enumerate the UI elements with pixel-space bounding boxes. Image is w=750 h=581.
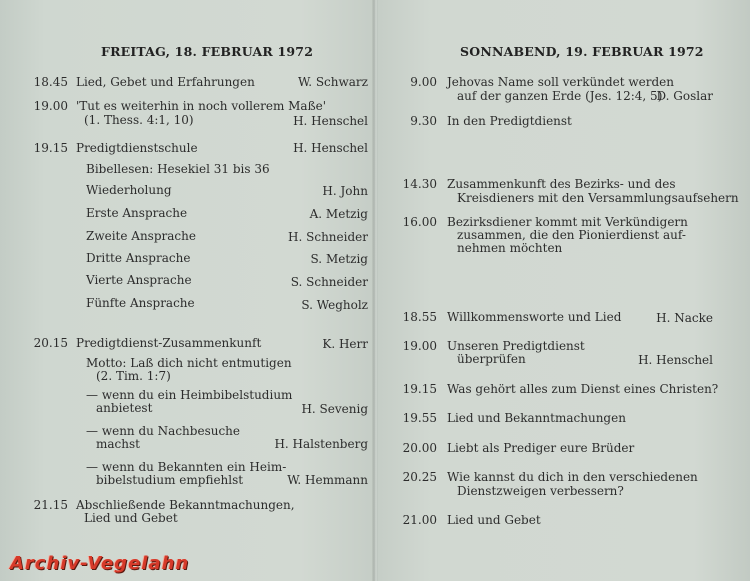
speaker-sevenig: H. Sevenig <box>301 402 368 416</box>
time-2115: 21.15 <box>33 498 68 512</box>
item-bibellesen: Bibellesen: Hesekiel 31 bis 36 <box>86 162 270 176</box>
speaker-nacke: H. Nacke <box>656 311 713 325</box>
item-zweite-ansprache: Zweite Ansprache <box>86 229 196 243</box>
item-liebt-als-prediger: Liebt als Prediger eure Brüder <box>447 441 635 455</box>
time-1430: 14.30 <box>402 177 437 191</box>
time-1915: 19.15 <box>33 141 68 155</box>
time-930: 9.30 <box>410 114 437 128</box>
item-heimbibelstudium-2: anbietest <box>96 401 153 415</box>
item-bezirksdiener-2: zusammen, die den Pionierdienst auf- <box>457 228 686 242</box>
speaker-schwarz: W. Schwarz <box>297 75 368 89</box>
item-predigtdienstschule: Predigtdienstschule <box>76 141 198 155</box>
item-tut-es-weiterhin-ref: (1. Thess. 4:1, 10) <box>84 113 194 127</box>
saturday-heading: SONNABEND, 19. FEBRUAR 1972 <box>460 44 704 59</box>
item-unseren-predigtdienst-2: überprüfen <box>457 352 526 366</box>
item-jehovas-name-2: auf der ganzen Erde (Jes. 12:4, 5) <box>457 89 663 103</box>
speaker-henschel-1: H. Henschel <box>293 114 368 128</box>
item-zusammenkunft-bezirks: Zusammenkunft des Bezirks- und des <box>447 177 676 191</box>
friday-heading: FREITAG, 18. FEBRUAR 1972 <box>101 44 314 59</box>
item-unseren-predigtdienst: Unseren Predigtdienst <box>447 339 585 353</box>
time-1900: 19.00 <box>402 339 437 353</box>
item-motto: Motto: Laß dich nicht entmutigen <box>86 356 292 370</box>
item-was-gehoert: Was gehört alles zum Dienst eines Christen? <box>447 382 719 396</box>
time-1600: 16.00 <box>402 215 437 229</box>
speaker-henschel-2: H. Henschel <box>293 141 368 155</box>
item-nachbesuche: — wenn du Nachbesuche <box>86 424 241 438</box>
time-2000: 20.00 <box>402 441 437 455</box>
time-2025: 20.25 <box>402 470 437 484</box>
time-1845: 18.45 <box>33 75 68 89</box>
item-nachbesuche-2: machst <box>96 437 140 451</box>
item-wie-kannst-du: Wie kannst du dich in den verschiedenen <box>447 470 698 484</box>
item-jehovas-name: Jehovas Name soll verkündet werden <box>447 75 674 89</box>
speaker-goslar: D. Goslar <box>656 89 713 103</box>
item-lied-gebet-erfahrungen: Lied, Gebet und Erfahrungen <box>76 75 255 89</box>
archive-watermark: Archiv-Vegelahn <box>10 553 190 574</box>
item-fuenfte-ansprache: Fünfte Ansprache <box>86 296 195 310</box>
time-1900: 19.00 <box>33 99 68 113</box>
item-in-den-predigtdienst: In den Predigtdienst <box>447 114 572 128</box>
time-1915: 19.15 <box>402 382 437 396</box>
time-900: 9.00 <box>410 75 437 89</box>
speaker-metzig-s: S. Metzig <box>310 252 368 266</box>
speaker-schneider-s: S. Schneider <box>290 275 368 289</box>
item-bekannten: — wenn du Bekannten ein Heim- <box>86 460 287 474</box>
right-page <box>375 0 750 581</box>
time-2015: 20.15 <box>33 336 68 350</box>
item-bezirksdiener-3: nehmen möchten <box>457 241 563 255</box>
item-wie-kannst-du-2: Dienstzweigen verbessern? <box>457 484 624 498</box>
item-bezirksdiener: Bezirksdiener kommt mit Verkündigern <box>447 215 688 229</box>
speaker-schneider-h: H. Schneider <box>288 230 368 244</box>
item-tut-es-weiterhin: 'Tut es weiterhin in noch vollerem Maße' <box>76 99 326 113</box>
item-abschliessende: Abschließende Bekanntmachungen, <box>76 498 295 512</box>
item-vierte-ansprache: Vierte Ansprache <box>86 273 192 287</box>
item-lied-und-gebet: Lied und Gebet <box>447 513 541 527</box>
speaker-john: H. John <box>322 184 368 198</box>
time-1955: 19.55 <box>402 411 437 425</box>
item-motto-ref: (2. Tim. 1:7) <box>96 369 171 383</box>
speaker-herr: K. Herr <box>322 337 368 351</box>
time-1855: 18.55 <box>402 310 437 324</box>
item-predigtdienst-zusammenkunft: Predigtdienst-Zusammenkunft <box>76 336 262 350</box>
item-wiederholung: Wiederholung <box>86 183 172 197</box>
speaker-hemmann: W. Hemmann <box>287 473 368 487</box>
speaker-halstenberg: H. Halstenberg <box>274 437 368 451</box>
page-fold <box>372 0 378 581</box>
speaker-henschel-sat: H. Henschel <box>638 353 713 367</box>
item-lied-bekanntmachungen: Lied und Bekanntmachungen <box>447 411 626 425</box>
item-abschliessende-2: Lied und Gebet <box>84 511 178 525</box>
speaker-wegholz: S. Wegholz <box>301 298 368 312</box>
item-dritte-ansprache: Dritte Ansprache <box>86 251 191 265</box>
item-zusammenkunft-bezirks-2: Kreisdieners mit den Versammlungsaufsehern <box>457 191 739 205</box>
item-willkommensworte: Willkommensworte und Lied <box>447 310 622 324</box>
time-2100: 21.00 <box>402 513 437 527</box>
item-heimbibelstudium: — wenn du ein Heimbibelstudium <box>86 388 293 402</box>
speaker-metzig-a: A. Metzig <box>309 207 368 221</box>
item-bekannten-2: bibelstudium empfiehlst <box>96 473 244 487</box>
item-erste-ansprache: Erste Ansprache <box>86 206 188 220</box>
